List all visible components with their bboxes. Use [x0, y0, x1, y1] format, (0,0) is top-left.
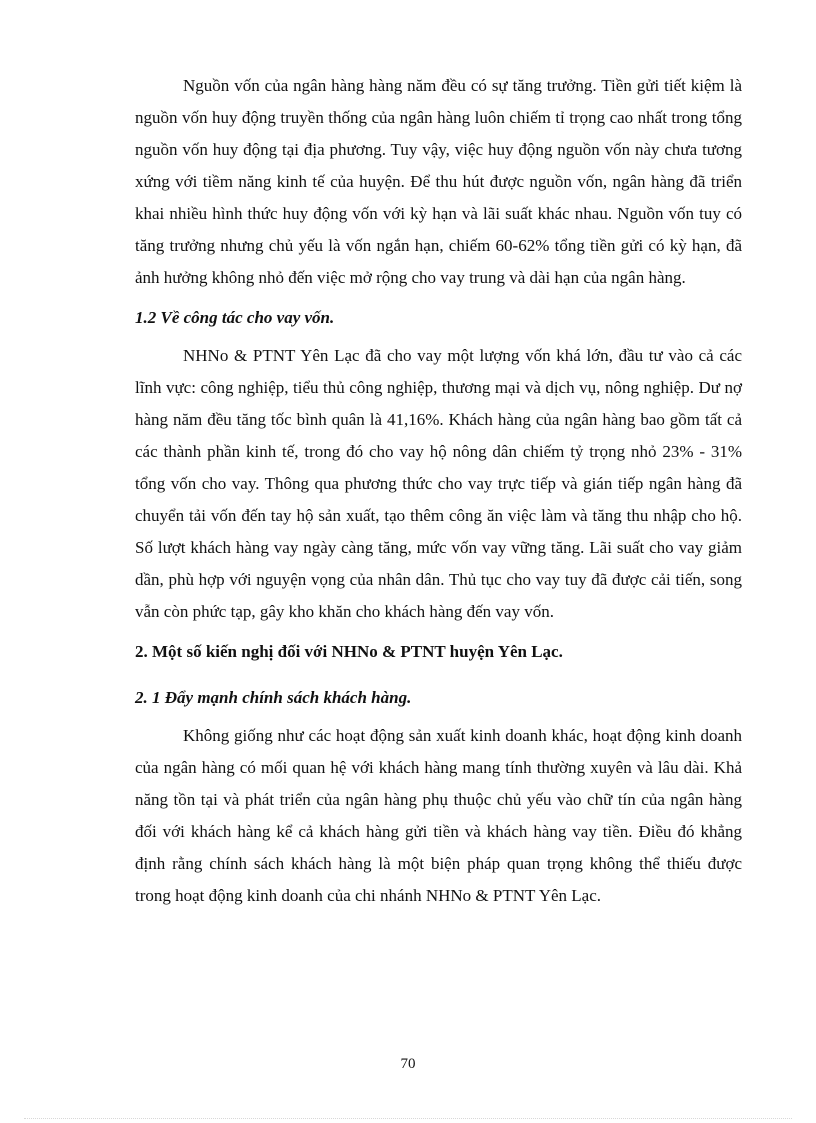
section-heading-recommendations: 2. Một số kiến nghị đối với NHNo & PTNT huyện Yên Lạc. — [135, 642, 563, 661]
page-body — [135, 70, 742, 912]
page-number: 70 — [400, 1056, 416, 1072]
paragraph-lending-overview: NHNo & PTNT Yên Lạc đã cho vay một lượng vốn khá lớn, đầu tư vào cả các lĩnh vực: công nghiệp, tiểu thủ công nghiệp, thương mại và dịch vụ, nông nghiệp. Dư nợ hàng năm đều tăng tốc bình quân là 41,16%. Khách hàng của ngân hàng bao gồm tất cả các thành phần kinh tế, trong đó cho vay hộ nông dân chiếm tỷ trọng nhỏ 23% - 31% tổng vốn cho vay. Thông qua phương thức cho vay trực tiếp và gián tiếp ngân hàng đã chuyển tải vốn đến tay hộ sản xuất, tạo thêm công ăn việc làm và tăng thu nhập cho hộ. Số lượt khách hàng vay ngày càng tăng, mức vốn vay vững tăng. Lãi suất cho vay giảm dần, phù hợp với nguyện vọng của nhân dân. Thủ tục cho vay tuy đã được cải tiến, song vẫn còn phức tạp, gây kho khăn cho khách hàng đến vay vốn. — [135, 346, 742, 621]
paragraph-capital-growth: Nguồn vốn của ngân hàng hàng năm đều có sự tăng trưởng. Tiền gửi tiết kiệm là nguồn vốn huy động truyền thống của ngân hàng luôn chiếm tỉ trọng cao nhất trong tổng nguồn vốn huy động tại địa phương. Tuy vậy, việc huy động nguồn vốn này chưa tương xứng với tiềm năng kinh tế của huyện. Để thu hút được nguồn vốn, ngân hàng đã triển khai nhiều hình thức huy động vốn với kỳ hạn và lãi suất khác nhau. Nguồn vốn tuy có tăng trưởng nhưng chủ yếu là vốn ngắn hạn, chiếm 60-62% tổng tiền gửi có kỳ hạn, đã ảnh hưởng không nhỏ đến việc mở rộng cho vay trung và dài hạn của ngân hàng. — [135, 76, 742, 287]
page-bottom-divider — [24, 1118, 792, 1119]
section-heading-customer-policy: 2. 1 Đẩy mạnh chính sách khách hàng. — [135, 688, 412, 707]
paragraph-customer-policy: Không giống như các hoạt động sản xuất kinh doanh khác, hoạt động kinh doanh của ngân hàng có mối quan hệ với khách hàng mang tính thường xuyên và lâu dài. Khả năng tồn tại và phát triển của ngân hàng phụ thuộc chủ yếu vào chữ tín của ngân hàng đối với khách hàng kể cả khách hàng gửi tiền và khách hàng vay tiền. Điều đó khẳng định rằng chính sách khách hàng là một biện pháp quan trọng không thể thiếu được trong hoạt động kinh doanh của chi nhánh NHNo & PTNT Yên Lạc. — [135, 726, 742, 905]
section-heading-lending: 1.2 Về công tác cho vay vốn. — [135, 308, 335, 327]
